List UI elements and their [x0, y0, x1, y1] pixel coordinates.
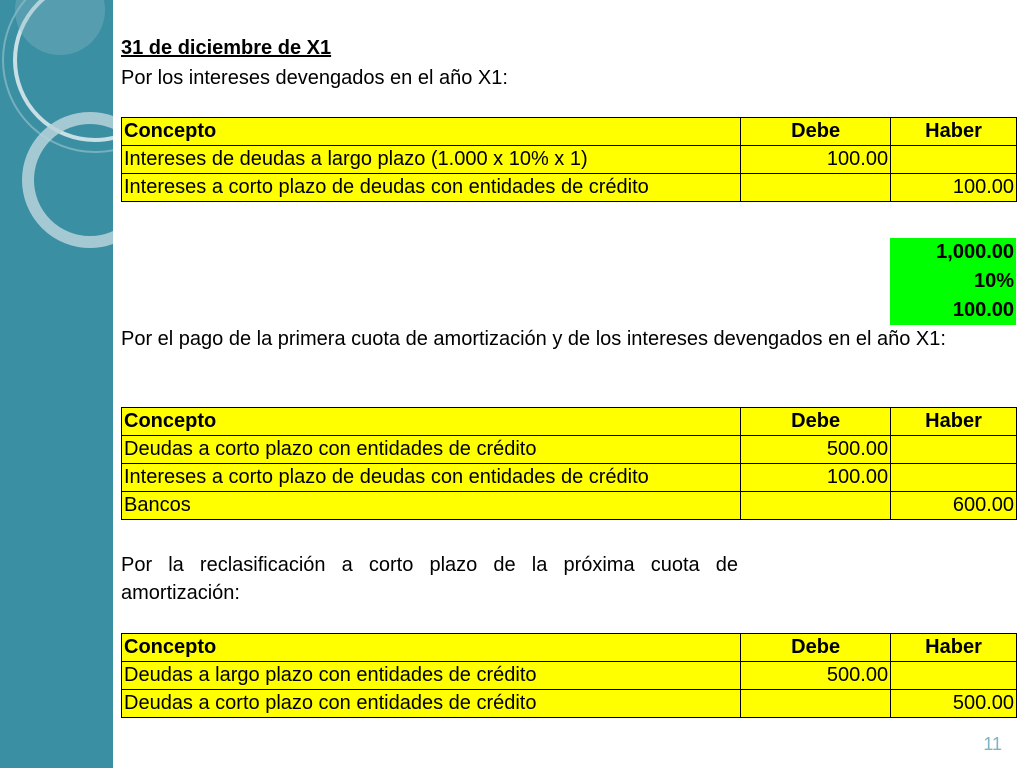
- row-concepto: Intereses a corto plazo de deudas con entidades de crédito: [122, 464, 741, 492]
- row-haber: [891, 146, 1017, 174]
- calc-result: 100.00: [890, 296, 1016, 325]
- row-debe: 500.00: [741, 662, 891, 690]
- row-debe: [741, 690, 891, 718]
- header-debe: Debe: [741, 118, 891, 146]
- table-row: [122, 690, 1017, 718]
- row-haber: [891, 436, 1017, 464]
- journal-table-interest: [121, 117, 1017, 202]
- row-concepto: Deudas a corto plazo con entidades de crédito: [122, 436, 741, 464]
- row-debe: 500.00: [741, 436, 891, 464]
- header-haber: Haber: [891, 118, 1017, 146]
- header-concepto: Concepto: [122, 408, 741, 436]
- table-row: [122, 436, 1017, 464]
- table-row: [122, 662, 1017, 690]
- row-concepto: Deudas a largo plazo con entidades de crédito: [122, 662, 741, 690]
- date-heading: 31 de diciembre de X1: [121, 37, 332, 59]
- sidebar-circles-graphic: [0, 0, 113, 768]
- row-haber: [891, 662, 1017, 690]
- table-row: [122, 174, 1017, 202]
- row-concepto: Bancos: [122, 492, 741, 520]
- header-haber: Haber: [891, 408, 1017, 436]
- journal-table-payment: [121, 407, 1017, 520]
- table-header-row: [122, 408, 1017, 436]
- row-debe: [741, 174, 891, 202]
- row-concepto: Intereses a corto plazo de deudas con entidades de crédito: [122, 174, 741, 202]
- row-haber: [891, 464, 1017, 492]
- header-haber: Haber: [891, 634, 1017, 662]
- row-concepto: Deudas a corto plazo con entidades de crédito: [122, 690, 741, 718]
- calc-rate: 10%: [890, 267, 1016, 296]
- table-header-row: [122, 634, 1017, 662]
- intro-payment-text: Por el pago de la primera cuota de amortización y de los intereses devengados en el año X1:: [121, 328, 946, 350]
- header-debe: Debe: [741, 408, 891, 436]
- row-debe: [741, 492, 891, 520]
- row-haber: 500.00: [891, 690, 1017, 718]
- intro-reclass-text: Por la reclasificación a corto plazo de la próxima cuota de amortización:: [121, 554, 738, 604]
- table-row: [122, 146, 1017, 174]
- header-concepto: Concepto: [122, 634, 741, 662]
- row-debe: 100.00: [741, 464, 891, 492]
- table-header-row: [122, 118, 1017, 146]
- decorative-sidebar: [0, 0, 113, 768]
- header-concepto: Concepto: [122, 118, 741, 146]
- intro-interest-text: Por los intereses devengados en el año X1:: [121, 67, 508, 89]
- table-row: [122, 464, 1017, 492]
- row-haber: 600.00: [891, 492, 1017, 520]
- table-row: [122, 492, 1017, 520]
- row-haber: 100.00: [891, 174, 1017, 202]
- row-concepto: Intereses de deudas a largo plazo (1.000 x 10% x 1): [122, 146, 741, 174]
- calc-principal: 1,000.00: [890, 238, 1016, 267]
- header-debe: Debe: [741, 634, 891, 662]
- row-debe: 100.00: [741, 146, 891, 174]
- journal-table-reclass: [121, 633, 1017, 718]
- page-number: 11: [983, 734, 1002, 754]
